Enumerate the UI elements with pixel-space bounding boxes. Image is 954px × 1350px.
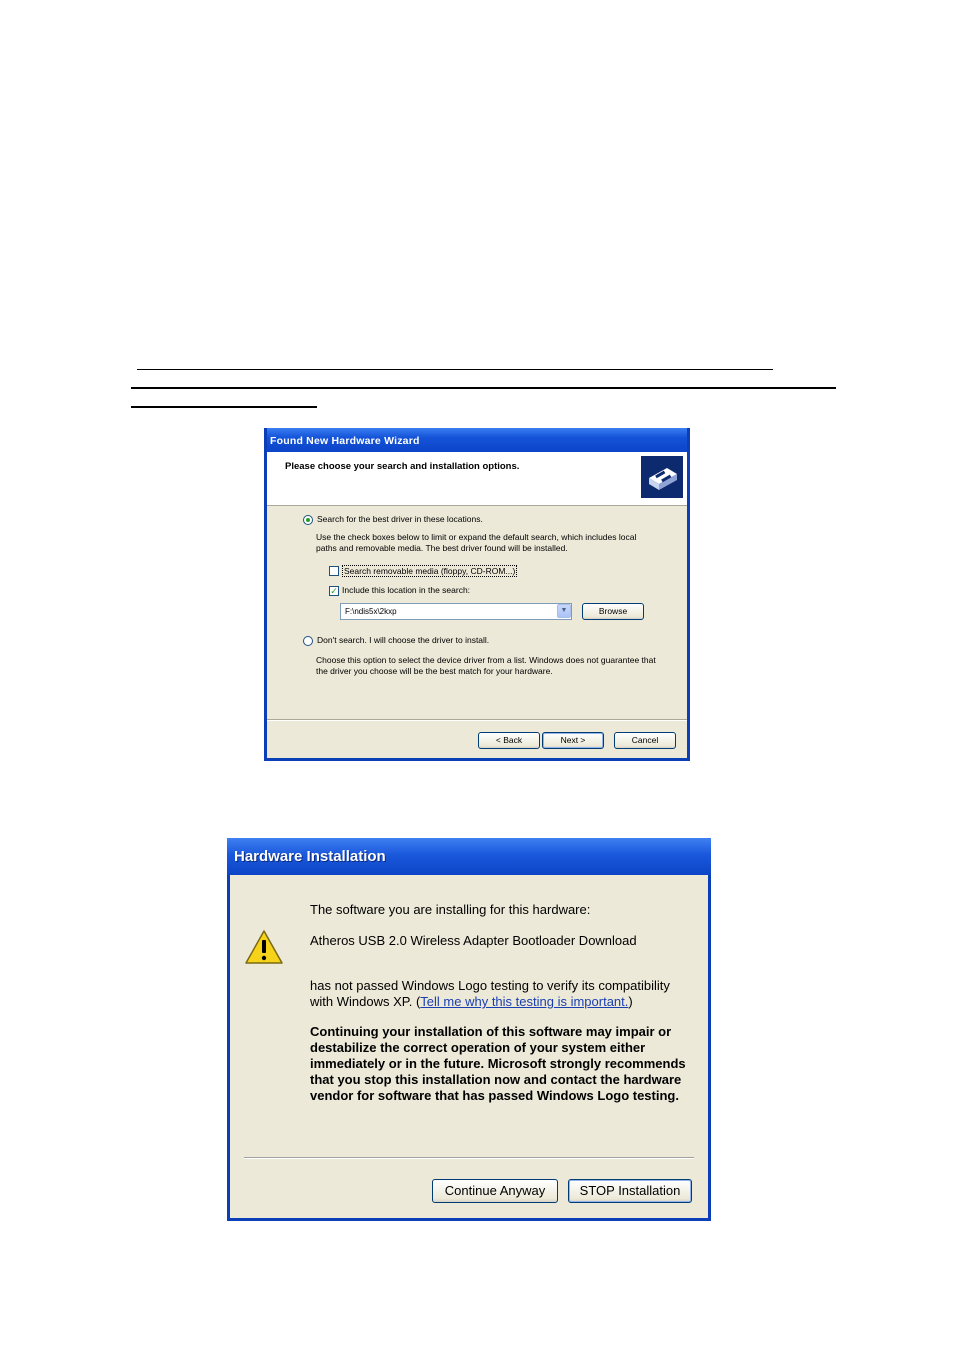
radio-dont-search[interactable]	[303, 636, 313, 646]
wizard-title: Found New Hardware Wizard	[267, 428, 687, 452]
back-button[interactable]: < Back	[478, 732, 540, 749]
found-new-hardware-wizard-window	[264, 428, 690, 761]
underline-rule-3	[131, 406, 317, 408]
logo-testing-line-2	[310, 994, 633, 1009]
cancel-button[interactable]: Cancel	[614, 732, 676, 749]
device-name-text: Atheros USB 2.0 Wireless Adapter Bootloader Download	[310, 933, 637, 948]
wizard-header	[267, 452, 687, 506]
radio-dont-search-label: Don't search. I will choose the driver to install.	[317, 635, 490, 645]
dont-search-description-line-1: Choose this option to select the device driver from a list. Windows does not guarantee that	[316, 655, 656, 665]
hardware-installation-title: Hardware Installation	[227, 838, 711, 875]
dont-search-description-line-2: the driver you choose will be the best match for your hardware.	[316, 666, 553, 676]
hardware-installation-window	[227, 838, 711, 1221]
software-installing-text: The software you are installing for this hardware:	[310, 902, 591, 917]
checkbox-search-removable-media[interactable]	[329, 566, 339, 576]
location-combo-input[interactable]: F:\ndis5x\2kxp	[340, 603, 572, 620]
underline-rule-2	[131, 387, 836, 389]
checkbox-include-location-label: Include this location in the search:	[342, 585, 471, 595]
wizard-footer-separator	[267, 719, 687, 721]
underline-rule-1	[137, 369, 773, 370]
search-description-line-2: paths and removable media. The best driver found will be installed.	[316, 543, 568, 553]
hardware-installation-client-area	[230, 875, 708, 1218]
warning-icon	[244, 929, 284, 965]
checkbox-include-location[interactable]: ✓	[330, 586, 338, 596]
logo-testing-line-1: has not passed Windows Logo testing to verify its compatibility	[310, 978, 670, 993]
radio-search-best-driver-label: Search for the best driver in these locations.	[317, 514, 483, 524]
hardware-installation-separator	[244, 1157, 694, 1159]
radio-search-best-driver[interactable]	[303, 515, 313, 525]
tell-me-why-link[interactable]: Tell me why this testing is important.	[420, 994, 629, 1009]
radio-selected-dot	[306, 518, 310, 522]
wizard-client-area	[267, 452, 687, 758]
search-description-line-1: Use the check boxes below to limit or expand the default search, which includes local	[316, 532, 637, 542]
browse-button[interactable]: Browse	[582, 603, 644, 620]
logo-testing-prefix: with Windows XP. (	[310, 994, 421, 1009]
next-button[interactable]: Next >	[542, 732, 604, 749]
checkbox-search-removable-media-label: Search removable media (floppy, CD-ROM...)	[344, 566, 516, 576]
location-dropdown-button[interactable]: ▼	[557, 604, 571, 618]
hardware-wizard-icon	[641, 456, 683, 498]
continue-anyway-button[interactable]: Continue Anyway	[432, 1179, 558, 1203]
warning-text: Continuing your installation of this software may impair or destabilize the correct operation of your system either immediately or in the future. Microsoft strongly recommends that you stop this installation now and contact the hardware vendor for software that has passed Windows Logo testing.	[310, 1024, 686, 1103]
wizard-header-title: Please choose your search and installation options.	[285, 461, 520, 472]
logo-testing-suffix: )	[628, 994, 633, 1009]
stop-installation-button[interactable]: STOP Installation	[568, 1179, 692, 1203]
wizard-body	[267, 506, 687, 716]
